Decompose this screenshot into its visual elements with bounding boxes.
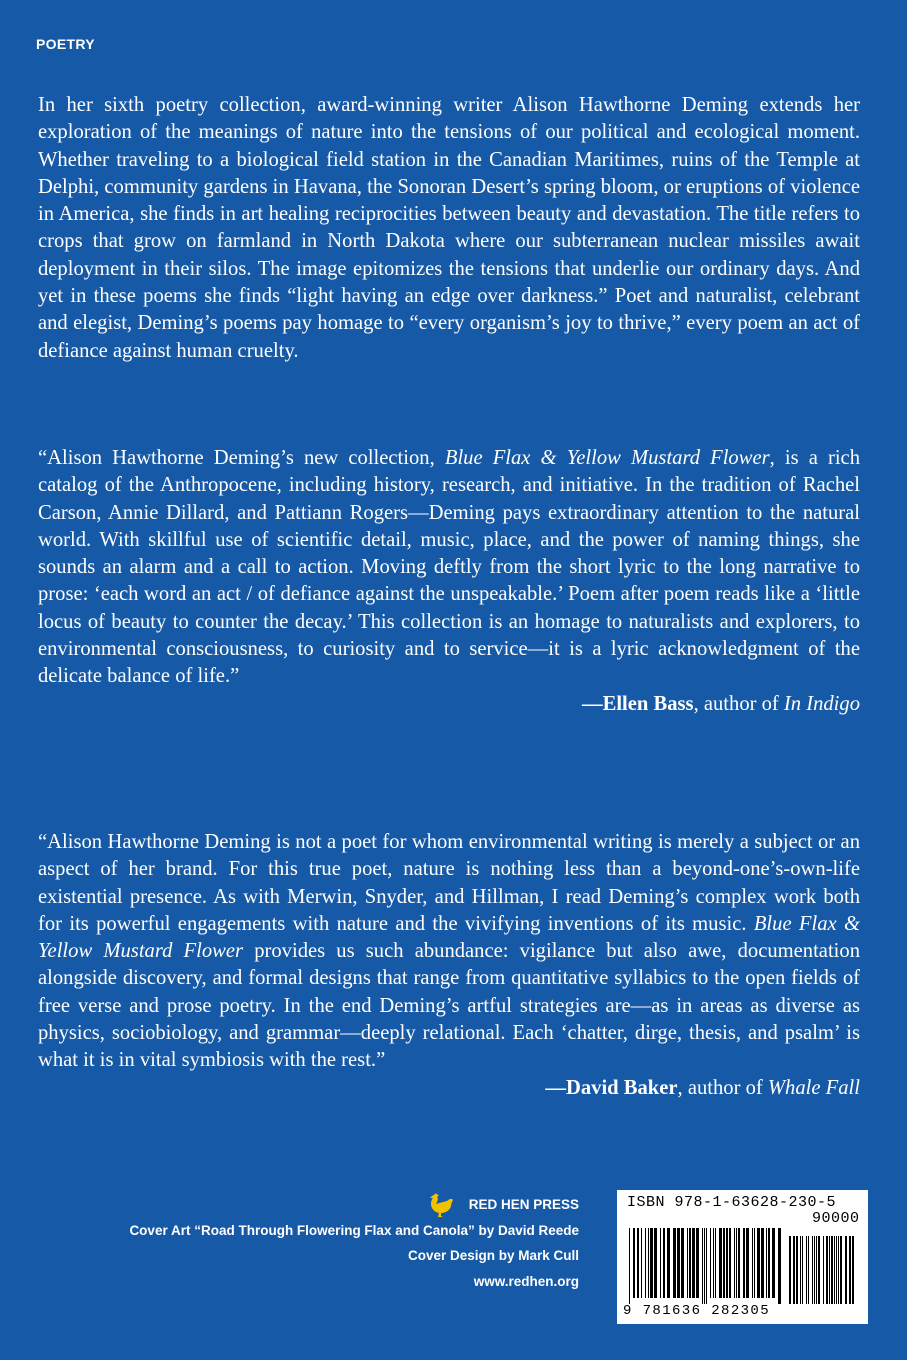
barcode-bar: [704, 1228, 705, 1304]
blurb-attribution: —David Baker, author of Whale Fall: [545, 1076, 860, 1099]
barcode-bar: [816, 1236, 817, 1304]
barcode-bar: [836, 1236, 837, 1304]
hen-icon: [425, 1192, 455, 1218]
barcode-bar: [667, 1228, 670, 1298]
barcode-bar: [743, 1228, 745, 1298]
barcode-bar: [757, 1228, 760, 1298]
barcode-bar: [754, 1228, 755, 1298]
barcode-bar: [736, 1228, 737, 1298]
barcode-bar: [715, 1228, 716, 1298]
barcode-bar: [812, 1236, 813, 1304]
barcode-bar: [752, 1228, 753, 1298]
barcode-bar: [738, 1228, 740, 1298]
barcode-bar: [689, 1228, 691, 1298]
barcode-bar: [845, 1236, 847, 1304]
barcode-bar: [719, 1228, 722, 1298]
barcode-bar: [637, 1228, 639, 1298]
barcode-bar: [814, 1236, 815, 1304]
blurb-author: Ellen Bass: [602, 692, 694, 715]
blurb-author: David Baker: [565, 1076, 678, 1099]
barcode-bar: [808, 1236, 809, 1304]
barcode-bar: [702, 1228, 703, 1304]
barcode-bar: [800, 1236, 801, 1304]
barcode-bar: [778, 1228, 781, 1304]
publisher-row: [129, 1192, 579, 1218]
barcode-bar: [696, 1228, 699, 1298]
book-title: Blue Flax & Yellow Mustard Flower: [38, 912, 861, 963]
barcode-bar: [641, 1228, 642, 1298]
barcode-bar: [713, 1228, 714, 1298]
book-description: [38, 92, 860, 365]
barcode-bar: [677, 1228, 680, 1298]
isbn-barcode: [617, 1190, 868, 1324]
author-book: Whale Fall: [767, 1076, 860, 1099]
price-addon: 90000: [812, 1210, 860, 1227]
blurb-text: “Alison Hawthorne Deming’s new collection, Blue Flax & Yellow Mustard Flower, is a rich catalog of the Anthropocene, including history, research, and initiative. In the tradition of Rachel Carson, Annie Dillard, and Pattiann Rogers—Deming pays extraordinary attention to the natural world. With skillful use of scientific detail, music, place, and the power of naming things, she sounds an alarm and a call to action. Moving deftly from the short lyric to the long narrative to prose: ‘each word an act / of defiance against the unspeakable.’ Poem after poem reads like a ‘little locus of beauty to counter the decay.’ This collection is an homage to naturalists and explorers, to environmental consciousness, to curiosity and to service—it is a lyric acknowledgment of the delicate balance of life.”: [38, 447, 860, 688]
barcode-bar: [838, 1236, 839, 1304]
publisher-name: RED HEN PRESS: [468, 1197, 579, 1213]
barcode-bar: [660, 1228, 661, 1298]
barcode-digits: 9 781636 282305: [623, 1303, 771, 1319]
barcode-bar: [633, 1228, 635, 1298]
barcode-bar: [723, 1228, 725, 1298]
barcode-bar: [645, 1228, 646, 1298]
credits: [129, 1192, 579, 1294]
barcode-bar: [673, 1228, 676, 1298]
barcode-bar: [802, 1236, 803, 1304]
barcode-bar: [840, 1236, 842, 1304]
barcode-bar: [629, 1228, 630, 1304]
cover-art-credit: Cover Art “Road Through Flowering Flax and Canola” by David Reede: [129, 1223, 579, 1238]
barcode-bar: [793, 1236, 795, 1304]
blurb-text: “Alison Hawthorne Deming is not a poet for whom environmental writing is merely a subject or an aspect of her brand. For this true poet, nature is nothing less than a beyond-one’s-own-life existential presence. As with Merwin, Snyder, and Hillman, I read Deming’s complex work both for its powerful engagements with nature and the vivifying inventions of its music. Blue Flax & Yellow Mustard Flower provides us such abundance: vigilance but also awe, documentation alongside discovery, and formal designs that range from quantitative syllabics to the open fields of free verse and prose poetry. In the end Deming’s artful strategies are—as in areas as diverse as physics, sociobiology, and grammar—deeply relational. Each ‘chatter, dirge, thesis, and psalm’ is what it is in vital symbiosis with the rest.”: [38, 831, 861, 1072]
barcode-bar: [663, 1228, 665, 1298]
barcode-bar: [681, 1228, 684, 1298]
cover-design-credit: Cover Design by Mark Cull: [407, 1248, 579, 1264]
blurb-attribution: —Ellen Bass, author of In Indigo: [581, 692, 860, 715]
barcode-bar: [654, 1228, 657, 1298]
isbn-number: ISBN 978-1-63628-230-5: [627, 1194, 837, 1211]
barcode-bar: [818, 1236, 820, 1304]
barcode-bar: [823, 1236, 824, 1304]
blurb-ellen-bass: [38, 445, 860, 718]
barcode-bar: [826, 1236, 828, 1304]
publisher-website: www.redhen.org: [473, 1273, 579, 1289]
author-book: In Indigo: [783, 692, 860, 715]
barcode-bar: [796, 1236, 798, 1304]
barcode-bar: [829, 1236, 830, 1304]
description-text: In her sixth poetry collection, award-winning writer Alison Hawthorne Deming extends her exploration of the meanings of nature into the tensions of our political and ecological moment. Whether traveling to a biological field station in the Canadian Maritimes, ruins of the Temple at Delphi, community gardens in Havana, the Sonoran Desert’s spring bloom, or eruptions of violence in America, she finds in art healing reciprocities between beauty and devastation. The title refers to crops that grow on farmland in North Dakota where our subterranean nuclear missiles await deployment in their silos. The image epitomizes the tensions that underlie our ordinary days. And yet in these poems she finds “light having an edge over darkness.” Poet and naturalist, celebrant and elegist, Deming’s poems pay homage to “every organism’s joy to thrive,” every poem an act of defiance against human cruelty.: [38, 94, 860, 362]
barcode-bar: [734, 1228, 735, 1298]
barcode-bars: [629, 1228, 856, 1304]
barcode-bar: [761, 1228, 764, 1298]
barcode-bar: [710, 1228, 711, 1298]
barcode-bar: [650, 1228, 653, 1298]
barcode-bar: [726, 1228, 728, 1298]
barcode-bar: [789, 1236, 791, 1304]
barcode-bar: [831, 1236, 833, 1304]
blurb-david-baker: [38, 829, 860, 1102]
barcode-bar: [766, 1228, 767, 1298]
barcode-bar: [768, 1228, 770, 1298]
barcode-bar: [806, 1236, 807, 1304]
barcode-bar: [729, 1228, 731, 1298]
barcode-bar: [746, 1228, 749, 1298]
barcode-bar: [692, 1228, 695, 1298]
barcode-bar: [687, 1228, 688, 1298]
barcode-bar: [772, 1228, 775, 1298]
barcode-bar: [852, 1236, 854, 1304]
barcode-bar: [834, 1236, 835, 1304]
barcode-bar: [849, 1236, 851, 1304]
barcode-bar: [706, 1228, 707, 1304]
category-label: POETRY: [36, 36, 95, 52]
barcode-bar: [648, 1228, 649, 1298]
book-title: Blue Flax & Yellow Mustard Flower: [444, 447, 770, 469]
